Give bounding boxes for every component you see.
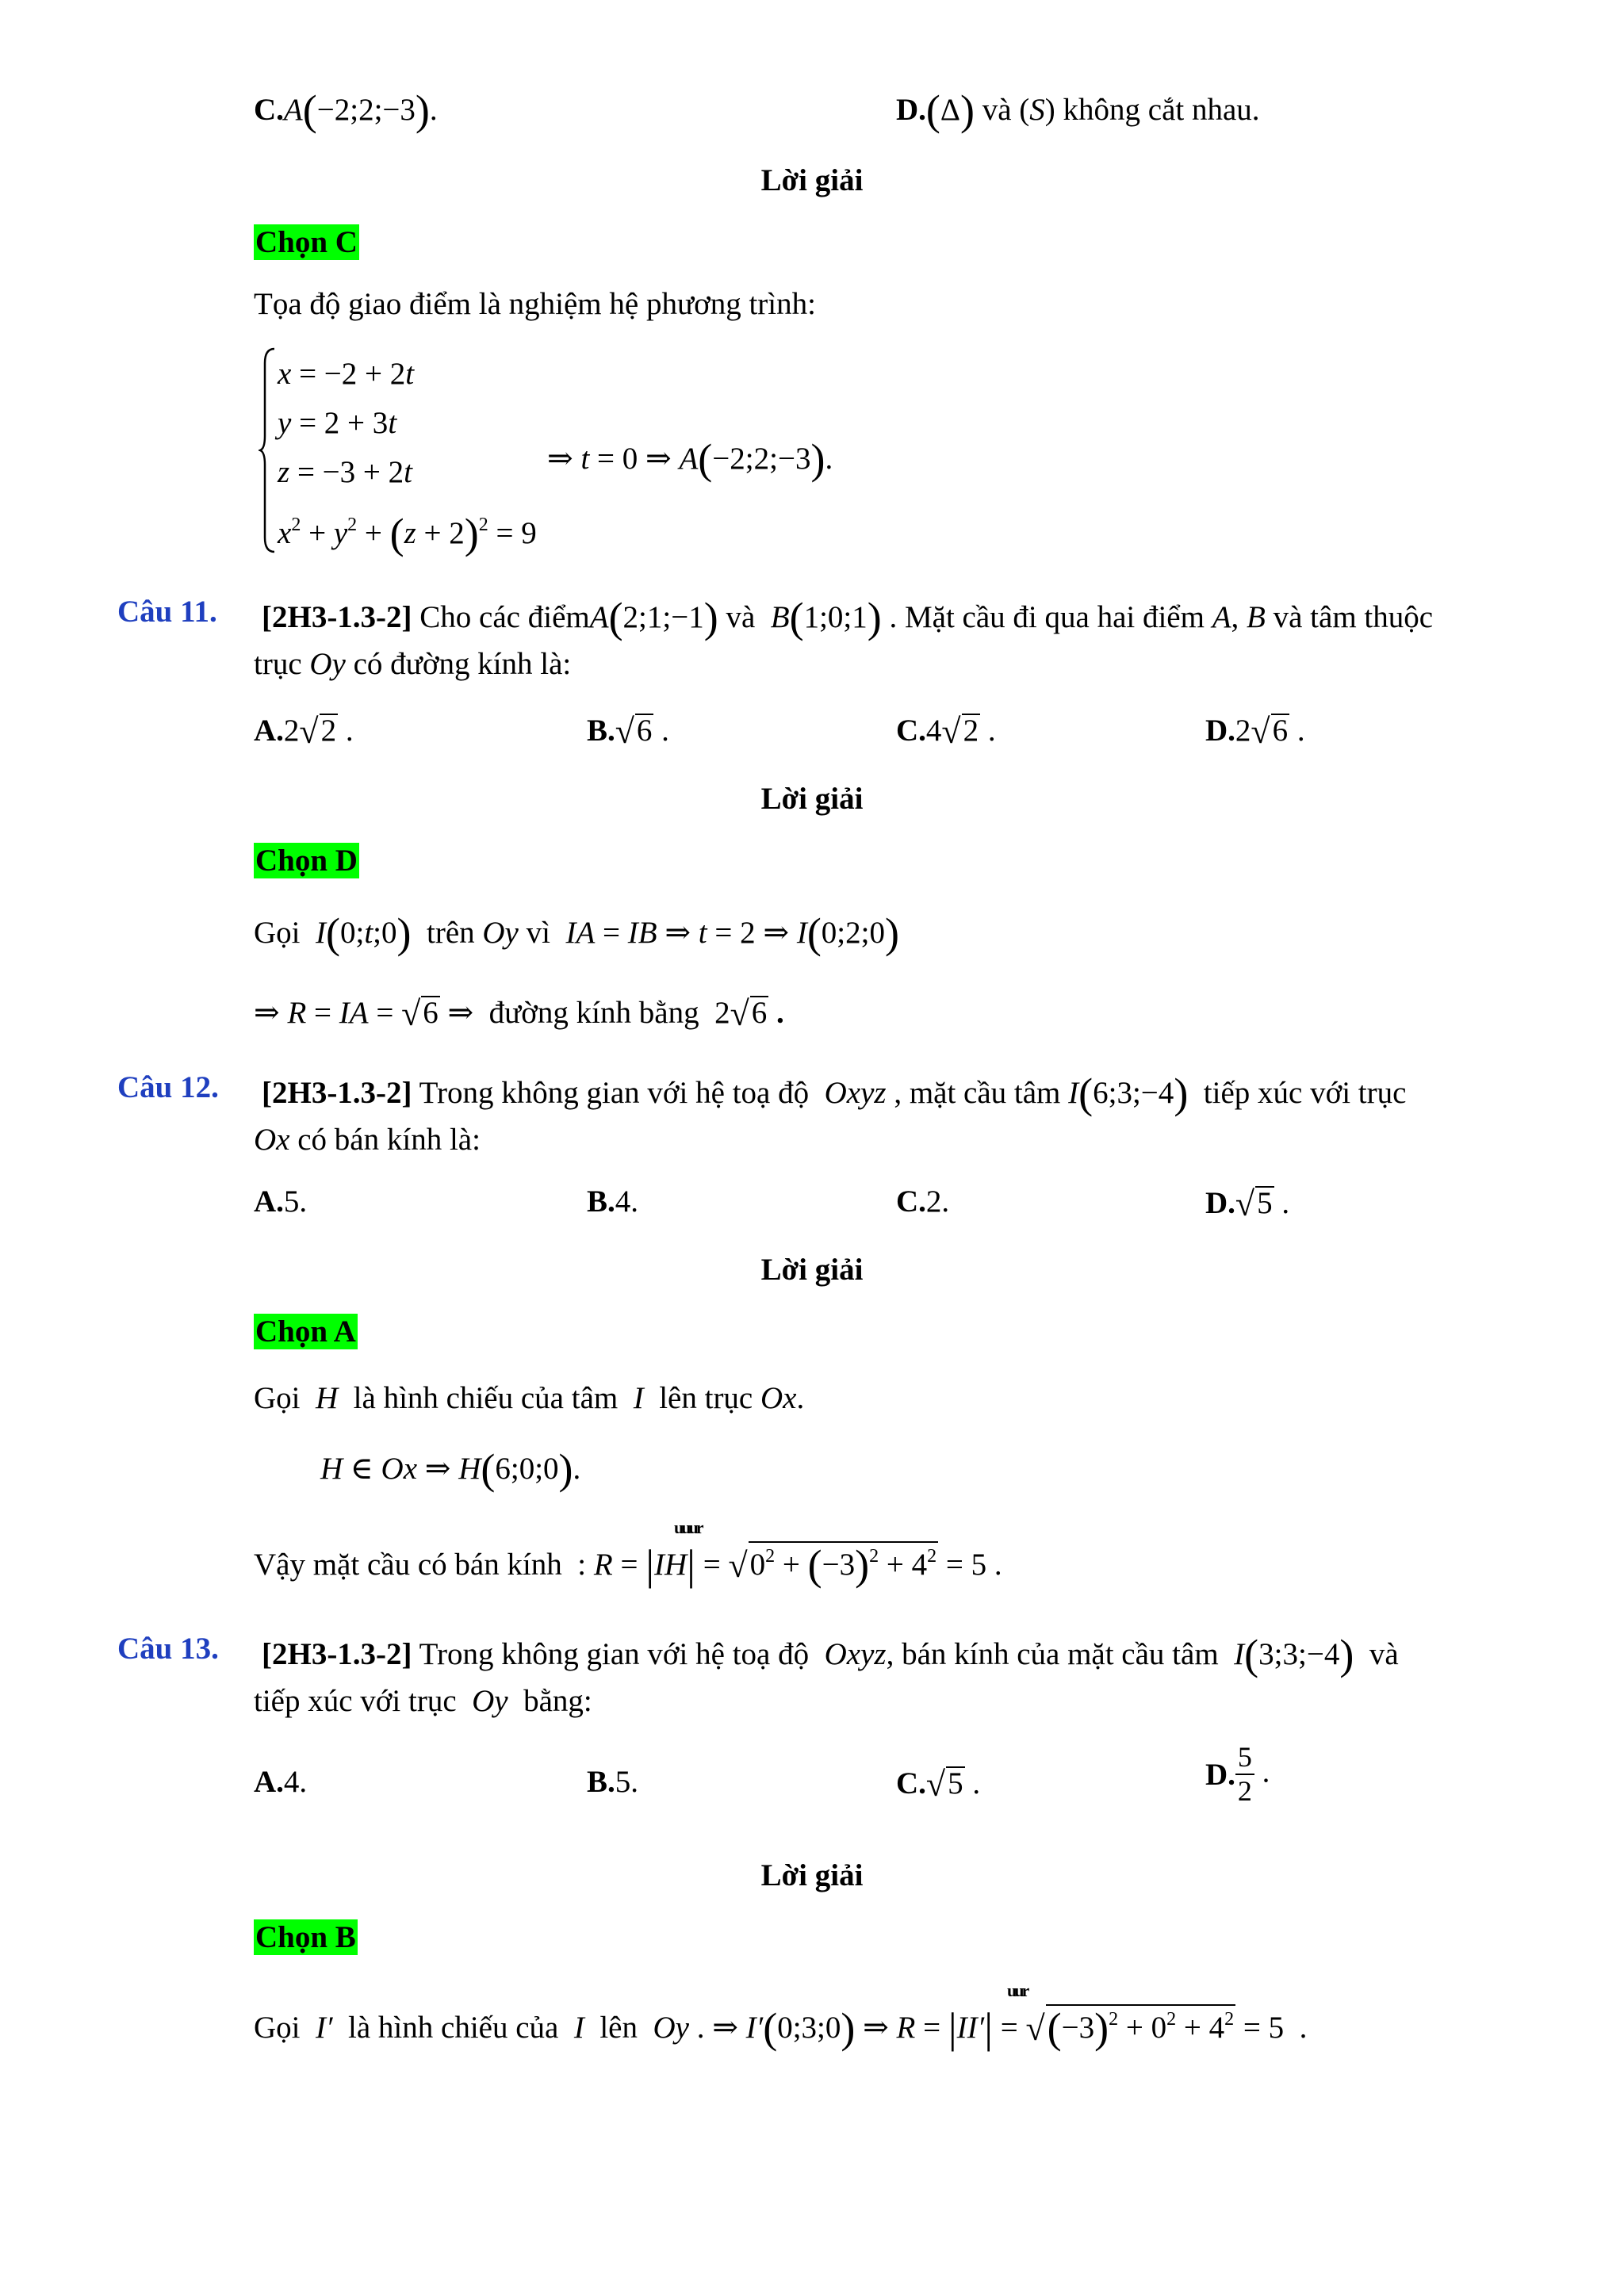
q12-step-2: H ∈ Ox ⇒ H(6;0;0). — [320, 1445, 581, 1493]
q12-option-a: A.5. — [254, 1184, 308, 1219]
question-12-line1: [2H3-1.3-2] Trong không gian với hệ toạ độ Oxyz , mặt cầu tâm I(6;3;−4) tiếp xúc với trục — [262, 1070, 1407, 1117]
q12-solution-title: Lời giải — [760, 1253, 864, 1287]
q11-option-b: B.√6 . — [587, 712, 669, 751]
question-12-number: Câu 12. — [117, 1070, 219, 1104]
q13-option-b: B.5. — [587, 1765, 639, 1799]
q12-option-c: C.2. — [896, 1184, 950, 1219]
q11-option-a: A.2√2 . — [254, 712, 354, 751]
q11-option-d: D.2√6 . — [1205, 712, 1305, 751]
question-13-line2: tiếp xúc với trục Oy bằng: — [254, 1684, 592, 1718]
q13-option-d: D. $\frac{5}{2}$ . — [1205, 1741, 1270, 1808]
q13-choice-badge: Chọn B — [255, 1920, 356, 1954]
q11-solution-title: Lời giải — [760, 782, 864, 816]
q12-step-1: Gọi H là hình chiếu của tâm I lên trục Ox. — [254, 1381, 805, 1415]
q13-option-a: A.4. — [254, 1765, 308, 1799]
system-brace — [259, 347, 278, 553]
intro-text: Tọa độ giao điểm là nghiệm hệ phương trình: — [254, 287, 816, 321]
question-13-line1: [2H3-1.3-2] Trong không gian với hệ toạ độ Oxyz, bán kính của mặt cầu tâm I(3;3;−4) và — [262, 1631, 1399, 1678]
q11-choice-badge: Chọn D — [255, 844, 358, 878]
q11-step-2: ⇒ R = IA = √6 ⇒ đường kính bằng 2√6 . — [254, 994, 784, 1033]
q12-option-b: B.4. — [587, 1184, 639, 1219]
q12-option-d: D.√5 . — [1205, 1184, 1290, 1223]
q11-option-c: C.4√2 . — [896, 712, 996, 751]
option-d: D.(Δ) và (S) không cắt nhau. — [896, 86, 1260, 134]
system-eq-4: $x^2 + y^2 + (z + 2)^2 = 9$ — [278, 510, 537, 557]
system-eq-3: z = −3 + 2t — [278, 455, 413, 489]
option-c: C.A(−2;2;−3). — [254, 86, 438, 134]
system-eq-2: y = 2 + 3t — [278, 406, 397, 440]
question-11-line2: trục Oy có đường kính là: — [254, 647, 572, 681]
choice-badge: Chọn C — [255, 225, 358, 259]
q13-step-1: Gọi I′ là hình chiếu của I lên Oy . ⇒ I′(0;3;0) ⇒ $R = |II'| = √(-3)^2 + 0^2 + 4^2 = 5$ . — [254, 2004, 1308, 2052]
vector-arrow-IH: uuur — [674, 1517, 702, 1537]
question-12-line2: Ox có bán kính là: — [254, 1123, 481, 1157]
solution-title: Lời giải — [760, 163, 864, 197]
q11-step-1: Gọi I(0;t;0) trên Oy vì IA = IB ⇒ t = 2 ⇒ I(0;2;0) — [254, 909, 899, 957]
q13-solution-title: Lời giải — [760, 1858, 864, 1892]
system-result: ⇒ t = 0 ⇒ A(−2;2;−3). — [547, 435, 833, 483]
question-11-number: Câu 11. — [117, 595, 217, 629]
q12-choice-badge: Chọn A — [255, 1314, 356, 1349]
q12-step-3: Vậy mặt cầu có bán kính : $R = |IH| = √0^2 + (-3)^2 + 4^2 = 5$ . — [254, 1541, 1002, 1589]
system-eq-1: x = −2 + 2t — [278, 357, 415, 391]
q13-option-c: C.√5 . — [896, 1765, 981, 1804]
question-13-number: Câu 13. — [117, 1632, 219, 1666]
vector-arrow-II: uur — [1007, 1980, 1028, 2000]
question-11-line1: [2H3-1.3-2] Cho các điểmA(2;1;−1) và B(1;0;1) . Mặt cầu đi qua hai điểm A, B và tâm thuộc — [262, 594, 1434, 641]
